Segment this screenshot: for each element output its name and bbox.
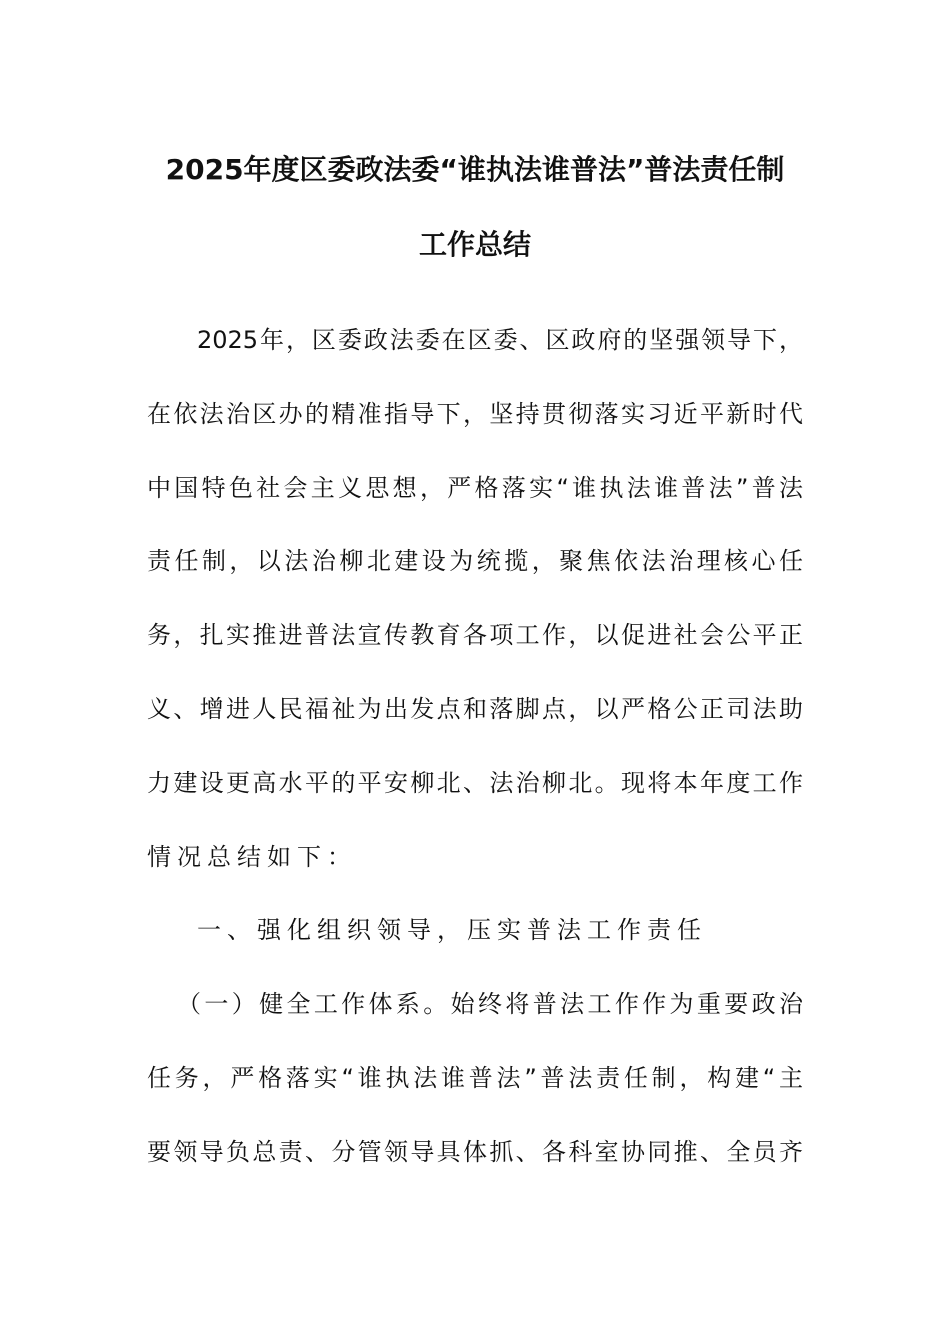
paragraph-line: 中国特色社会主义思想，严格落实“谁执法谁普法”普法 [147, 473, 803, 502]
section-heading: 一、强化组织领导，压实普法工作责任 [197, 916, 707, 945]
paragraph-line: 要领导负总责、分管领导具体抓、各科室协同推、全员齐 [147, 1137, 803, 1166]
paragraph-line: 力建设更高水平的平安柳北、法治柳北。现将本年度工作 [147, 768, 803, 797]
paragraph-line: 务，扎实推进普法宣传教育各项工作，以促进社会公平正 [147, 621, 803, 650]
paragraph-line: 任务，严格落实“谁执法谁普法”普法责任制，构建“主 [147, 1063, 803, 1092]
document-title-line-1: 2025年度区委政法委“谁执法谁普法”普法责任制 [165, 153, 785, 186]
paragraph-line: 责任制，以法治柳北建设为统揽，聚焦依法治理核心任 [147, 547, 803, 576]
subsection-line: （一）健全工作体系。始终将普法工作作为重要政治 [177, 990, 803, 1019]
paragraph-line: 2025年，区委政法委在区委、区政府的坚强领导下， [197, 326, 803, 354]
document-title-line-2: 工作总结 [418, 228, 531, 261]
paragraph-line: 情况总结如下： [147, 842, 357, 871]
document-body [147, 321, 803, 1207]
paragraph-line: 在依法治区办的精准指导下，坚持贯彻落实习近平新时代 [147, 399, 803, 428]
paragraph-line: 义、增进人民福祉为出发点和落脚点，以严格公正司法助 [147, 694, 803, 723]
